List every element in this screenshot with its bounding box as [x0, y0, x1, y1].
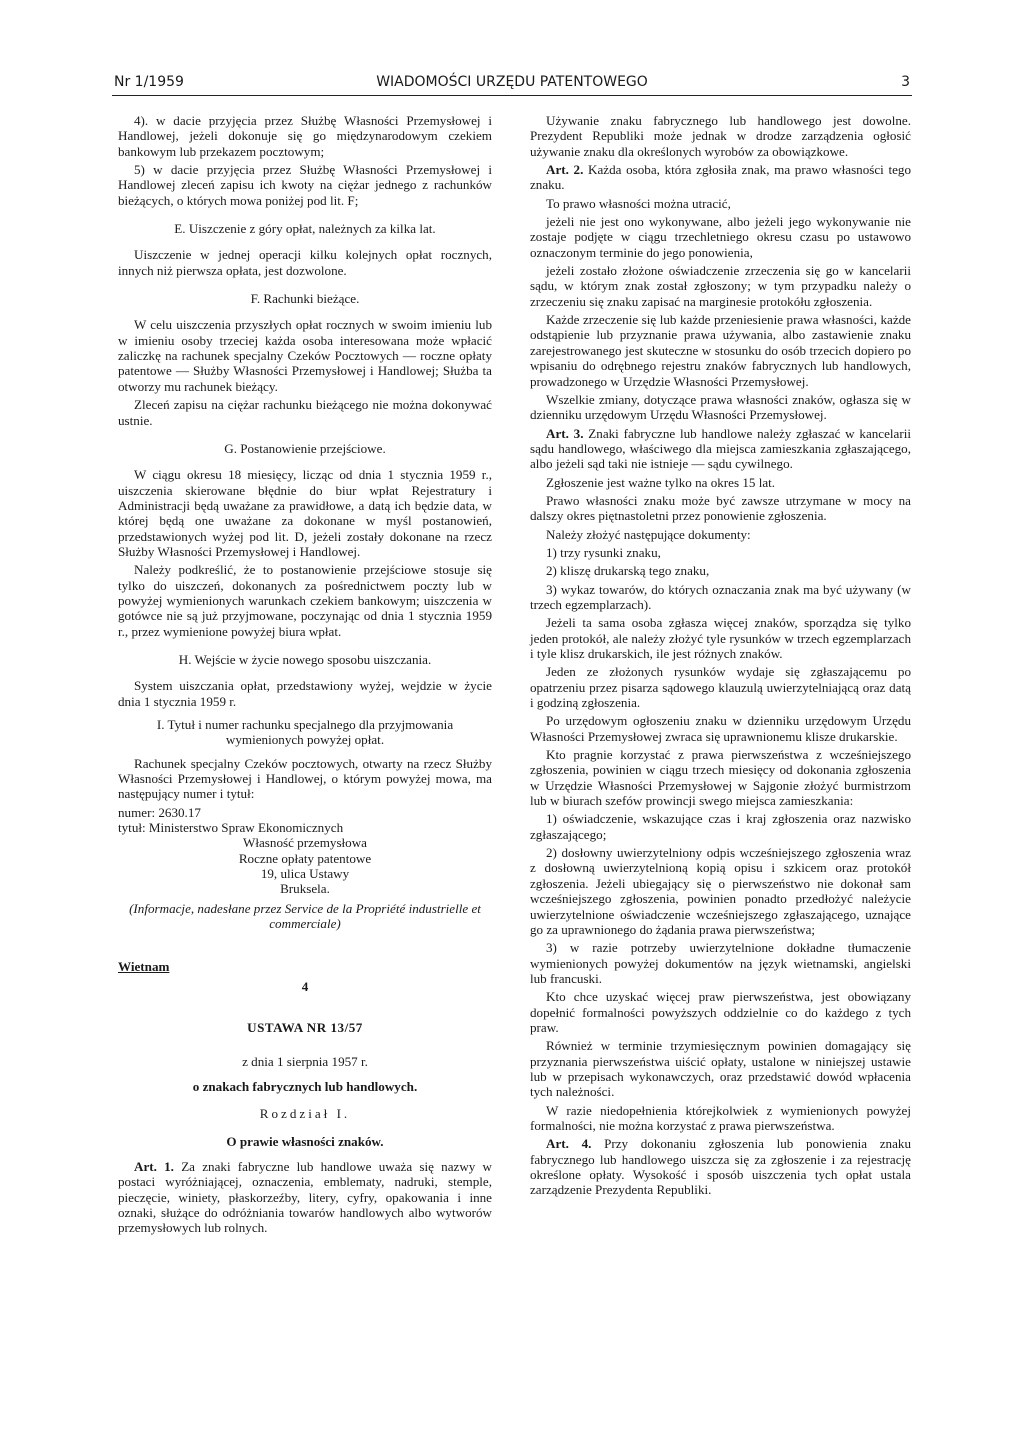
paragraph: Rachunek specjalny Czeków pocztowych, otwarty na rzecz Służby Własności Przemysłowej i Handlowej, o którym powyżej mowa, ma następujący numer i tytuł:: [118, 755, 492, 802]
left-column: [118, 113, 492, 1239]
paragraph: Jeden ze złożonych rysunków wydaje się zgłaszającemu po opatrzeniu przez pisarza sądowego klauzulą uwierzytelniającą oraz datą i godziną zgłoszenia.: [530, 664, 911, 711]
article-2: [530, 162, 911, 193]
paragraph: Używanie znaku fabrycznego lub handlowego jest dowolne. Prezydent Republiki może jednak w drodze zarządzenia ogłosić używanie znaku dla określonych wyrobów za obowiązkowe.: [530, 113, 911, 159]
paragraph: W ciągu okresu 18 miesięcy, licząc od dnia 1 stycznia 1959 r., uiszczenia skierowane błędnie do biur wpłat Rejestratury i Administracji będą uważane za prawidłowe, a datą ich będzie data, w której będą one uważane za dokonane w myśl postanowień, przedstawionych wyżej pod lit. D, jeżeli zostały dokonane na rzecz Służby Własności Przemysłowej i Handlowej.: [118, 467, 492, 559]
paragraph: Należy złożyć następujące dokumenty:: [546, 526, 751, 542]
account-number: numer: 2630.17: [118, 804, 201, 820]
paragraph: Zleceń zapisu na ciężar rachunku bieżącego nie można dokonywać ustnie.: [118, 397, 492, 428]
paragraph: jeżeli zostało złożone oświadczenie zrzeczenia się go w kancelarii sądu, w którym znak został zgłoszony; w tym przypadku należy o zrzeczeniu się znaku zapisać na marginesie protokółu zgłoszenia.: [530, 263, 911, 309]
article-label: Art. 2.: [546, 162, 584, 178]
article-label: Art. 4.: [546, 1136, 592, 1152]
chapter-title: O prawie własności znaków.: [226, 1133, 384, 1149]
header-rule: [112, 95, 912, 96]
address-line: 19, ulica Ustawy: [260, 866, 350, 882]
paragraph: Również w terminie trzymiesięcznym powinien domagający się przyznania pierwszeństwa uiścić opłaty, ustalone w niniejszej ustawie lub w przepisach wykonawczych, oraz przedstawić dowód wpłacenia tych należności.: [530, 1038, 911, 1100]
law-subject: o znakach fabrycznych lub handlowych.: [192, 1078, 418, 1094]
paragraph: Prawo własności znaku może być zawsze utrzymane w mocy na dalszy okres piętnastoletni przez ponowienie zgłoszenia.: [530, 492, 911, 524]
article-1: [118, 1159, 492, 1236]
article-text: Przy dokonaniu zgłoszenia lub ponowienia znaku fabrycznego lub handlowego uiszcza się za zgłoszenie i za rejestrację określone opłaty. Wysokość i sposób uiszczenia tych opłat ustala zarządzenie Prezydenta Republiki.: [530, 1136, 911, 1198]
article-3: [530, 426, 911, 472]
account-details: [118, 805, 492, 897]
paragraph: Należy podkreślić, że to postanowienie przejściowe stosuje się tylko do uiszczeń, dokonanych za pośrednictwem poczty lub w powyżej wymienionych warunkach czekiem bankowym; uiszczenia w gotówce nie są już przyjmowane, poczynając od dnia 1 stycznia 1959 r., przez wymienione powyżej biura wpłat.: [118, 562, 492, 639]
account-title: tytuł: Ministerstwo Spraw Ekonomicznych: [118, 820, 344, 836]
paragraph: Zgłoszenie jest ważne tylko na okres 15 lat.: [546, 474, 776, 490]
section-heading-e: E. Uiszczenie z góry opłat, należnych za kilka lat.: [174, 221, 436, 237]
page-number: 3: [901, 74, 910, 90]
list-item: 2) dosłowny uwierzytelniony odpis wcześniejszego zgłoszenia wraz z dosłowną uwierzytelnioną kopią opisu i szkicem oraz protokół zgłoszenia. Jeżeli ubiegający się o pierwszeństwo nie dokonał sam wcześniejszego zgłoszenia, powinien ponadto przedłożyć należycie uwierzytelnione oświadczenie wcześniejszego zgłaszającego, uznające go za uprawnionego do żądania prawa pierwszeństwa;: [530, 845, 911, 937]
list-item: 3) w razie potrzeby uwierzytelnione dokładne tłumaczenie wymienionych powyżej dokumentów na język wietnamski, angielski lub francuski.: [530, 940, 911, 986]
paragraph: 4). w dacie przyjęcia przez Służbę Własności Przemysłowej i Handlowej, jeżeli dokonuje się go międzynarodowym czekiem bankowym lub przekazem pocztowym;: [118, 113, 492, 159]
section-heading-g: G. Postanowienie przejściowe.: [224, 440, 386, 456]
list-item: 1) trzy rysunki znaku,: [546, 544, 661, 560]
chapter-heading: Rozdział I.: [259, 1106, 351, 1122]
list-item: 1) oświadczenie, wskazujące czas i kraj zgłoszenia oraz nazwisko zgłaszającego;: [530, 811, 911, 842]
source-note: (Informacje, nadesłane przez Service de la Propriété industrielle et commerciale): [129, 900, 481, 932]
paragraph: Kto pragnie korzystać z prawa pierwszeństwa z wcześniejszego zgłoszenia, powinien w ciągu trzech miesięcy od dokonania zgłoszenia w Urzędzie Własności Przemysłowej w Sajgonie złożyć burmistrzom lub w biurach szefów prowincji swego miejsca zamieszkania:: [530, 747, 911, 809]
article-text: Znaki fabryczne lub handlowe należy zgłaszać w kancelarii sądu handlowego, właściwego dla miejsca zamieszkania zgłaszającego, albo jeżeli sąd taki nie istnieje — sądu cywilnego.: [530, 425, 912, 472]
article-text: Każda osoba, która zgłosiła znak, ma prawo własności tego znaku.: [530, 162, 911, 193]
right-column: [530, 113, 911, 1201]
paragraph: Każde zrzeczenie się lub każde przeniesienie prawa własności, każde odstąpienie lub przyznanie prawa używania, albo zastawienie znaku zarejestrowanego jest skuteczne w stosunku do osób trzecich dopiero po wpisaniu do odrębnego rejestru znaków fabrycznych lub handlowych, prowadzonego w Urzędzie Własności Przemysłowej.: [530, 312, 911, 389]
paragraph: 5) w dacie przyjęcia przez Służbę Własności Przemysłowej i Handlowej zleceń zapisu ich kwoty na ciężar jednego z rachunków bieżących, o których mowa poniżej pod lit. F;: [118, 162, 492, 208]
paragraph: jeżeli nie jest ono wykonywane, albo jeżeli jego wykonywanie nie zostaje podjęte w ciągu trzechletniego okresu czasu po ustawowo oznaczonym terminie do jego ponowienia,: [530, 214, 911, 260]
paragraph: W razie niedopełnienia którejkolwiek z wymienionych powyżej formalności, nie można korzystać z prawa pierwszeństwa.: [530, 1102, 911, 1133]
article-text: Za znaki fabryczne lub handlowe uważa się nazwy w postaci wyróżniającej, oznaczenia, emblematy, nadruki, stemple, pieczęcie, winiety, płaskorzeźby, litery, cyfry, opakowania i inne oznaki, służące do odróżniania towarów handlowych albo wytworów przemysłowych lub rolnych.: [118, 1158, 492, 1236]
issue-number: Nr 1/1959: [114, 74, 184, 90]
list-item: 2) kliszę drukarską tego znaku,: [546, 563, 710, 579]
page-header: [114, 74, 910, 96]
article-4: [530, 1136, 911, 1197]
country-heading: Wietnam: [118, 959, 170, 975]
article-label: Art. 1.: [134, 1158, 174, 1174]
paragraph: Kto chce uzyskać więcej praw pierwszeństwa, jest obowiązany dopełnić formalności powyższych oddzielnie co do każdego z tych praw.: [530, 989, 911, 1035]
law-date: z dnia 1 sierpnia 1957 r.: [242, 1053, 368, 1069]
paragraph: System uiszczania opłat, przedstawiony wyżej, wejdzie w życie dnia 1 stycznia 1959 r.: [118, 678, 492, 709]
section-heading-i: I. Tytuł i numer rachunku specjalnego dla przyjmowania wymienionych powyżej opłat.: [156, 717, 454, 748]
item-number: 4: [301, 978, 309, 994]
paragraph: W celu uiszczenia przyszłych opłat rocznych w swoim imieniu lub w imieniu osoby trzeciej każda osoba interesowana może wpłacić zaliczkę na rachunek specjalny Czeków Pocztowych — roczne opłaty patentowe — Służby Własności Przemysłowej i Handlowej; Służba ta otworzy mu rachunek bieżący.: [118, 317, 492, 394]
law-title: USTAWA NR 13/57: [247, 1020, 363, 1036]
section-heading-h: H. Wejście w życie nowego sposobu uiszczania.: [178, 651, 432, 667]
paragraph: Po urzędowym ogłoszeniu znaku w dzienniku urzędowym Urzędu Własności Przemysłowej zwraca się uprawnionemu klisze drukarskie.: [530, 713, 911, 744]
address-line: Własność przemysłowa: [243, 835, 367, 851]
section-heading-f: F. Rachunki bieżące.: [250, 291, 360, 307]
paragraph: Jeżeli ta sama osoba zgłasza więcej znaków, sporządza się tylko jeden protokół, ale należy złożyć tyle rysunków w trzech egzemplarzach i tyle klisz drukarskich, ile jest różnych znaków.: [530, 615, 911, 661]
article-label: Art. 3.: [546, 425, 584, 441]
journal-title: WIADOMOŚCI URZĘDU PATENTOWEGO: [376, 74, 648, 90]
list-item: 3) wykaz towarów, do których oznaczania znak ma być używany (w trzech egzemplarzach).: [530, 581, 911, 612]
address-line: Bruksela.: [280, 881, 330, 897]
paragraph: Uiszczenie w jednej operacji kilku kolejnych opłat rocznych, innych niż pierwsza opłata, jest dozwolone.: [118, 247, 492, 278]
address-line: Roczne opłaty patentowe: [238, 850, 372, 866]
paragraph: To prawo własności można utracić,: [546, 195, 731, 211]
paragraph: Wszelkie zmiany, dotyczące prawa własności znaków, ogłasza się w dzienniku urzędowym Urzędu Własności Przemysłowej.: [530, 391, 911, 423]
